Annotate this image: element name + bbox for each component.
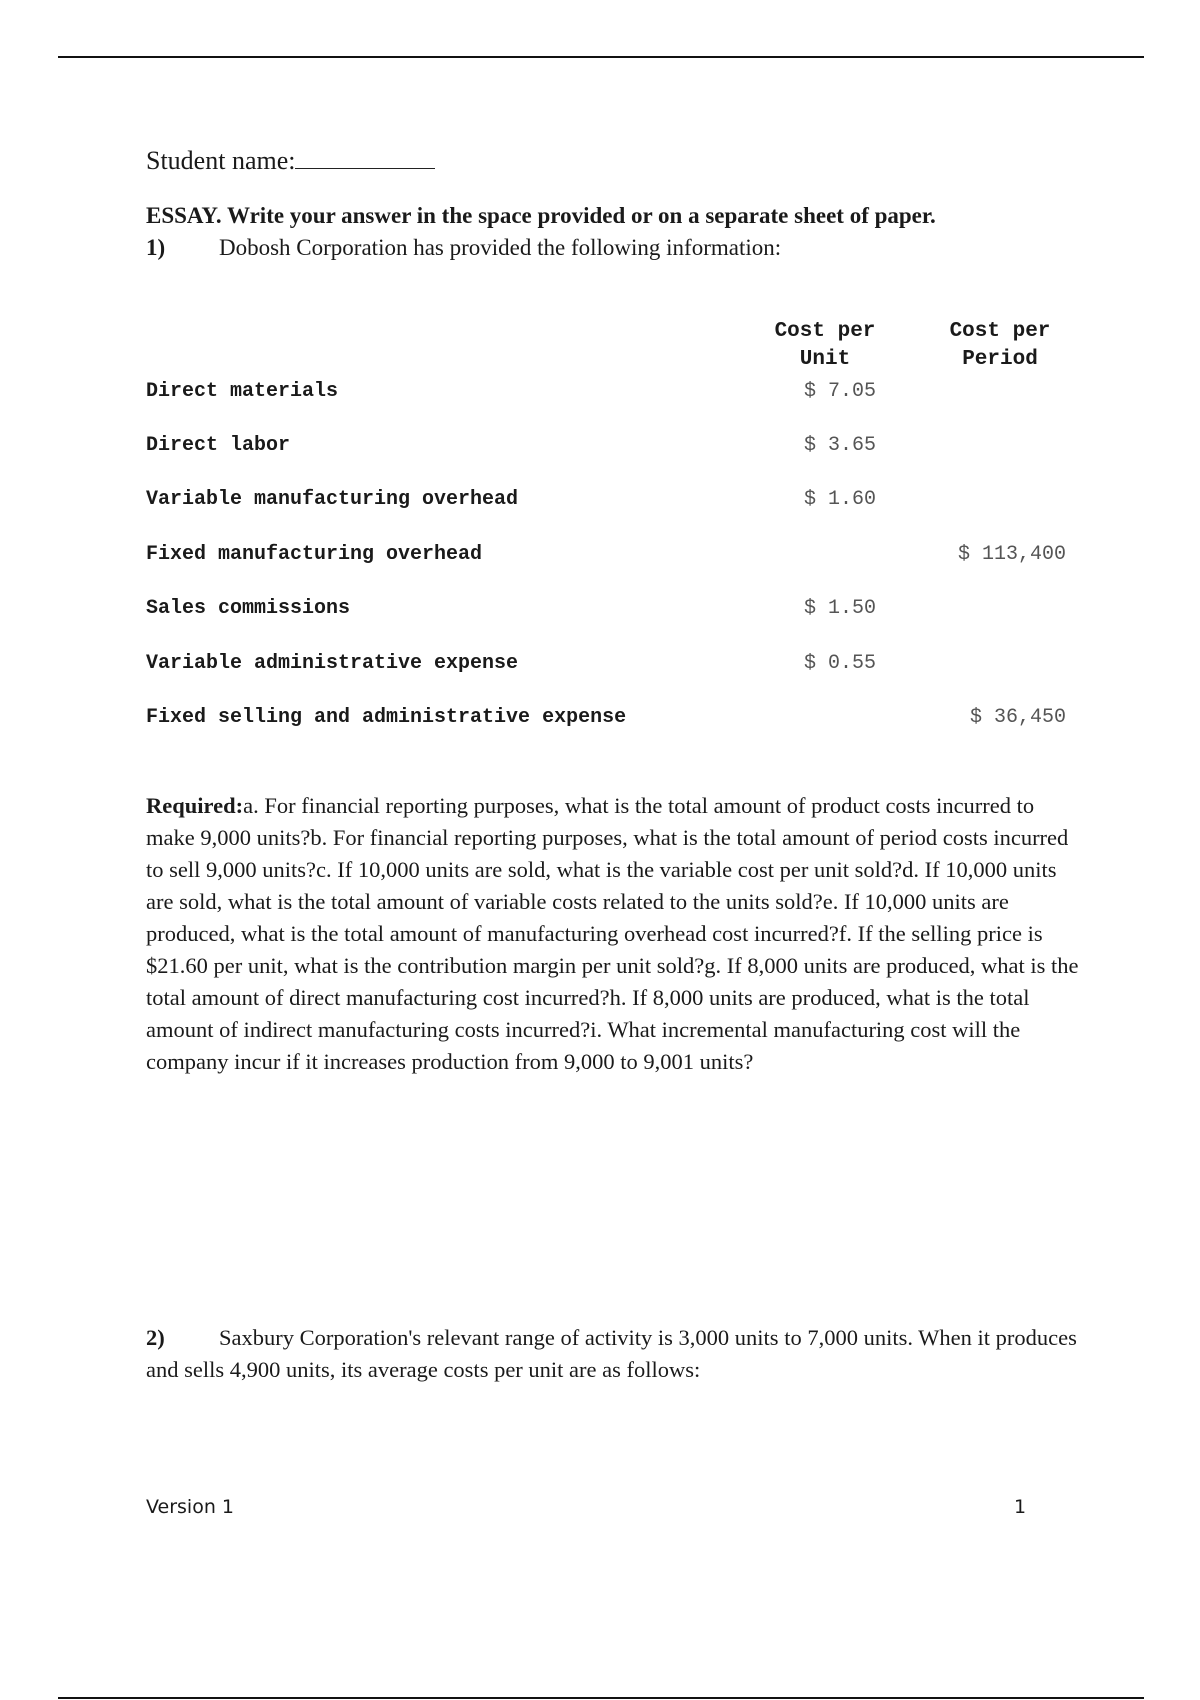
bottom-rule bbox=[58, 1697, 1144, 1699]
footer-version: Version 1 bbox=[146, 1496, 234, 1518]
row-label-fixed-selling-admin-expense: Fixed selling and administrative expense bbox=[146, 706, 627, 729]
question-2-text: Saxbury Corporation's relevant range of activity is 3,000 units to 7,000 units. When it produces and sells 4,900 units, its average costs per unit are as follows: bbox=[146, 1325, 1077, 1382]
section-title: ESSAY. Write your answer in the space provided or on a separate sheet of paper. bbox=[146, 203, 936, 228]
question-1-intro bbox=[146, 235, 781, 261]
row-unit-variable-mfg-overhead: $ 1.60 bbox=[803, 488, 876, 511]
question-1-number: 1) bbox=[146, 235, 166, 260]
question-1-text: Dobosh Corporation has provided the following information: bbox=[219, 235, 782, 260]
row-label-variable-mfg-overhead: Variable manufacturing overhead bbox=[146, 488, 519, 511]
footer-page-number: 1 bbox=[1014, 1496, 1027, 1518]
col-header-cost-per-period: Cost per Period bbox=[949, 320, 1051, 371]
student-name-label: Student name: bbox=[146, 146, 296, 175]
required-label: Required: bbox=[146, 793, 244, 818]
row-label-sales-commissions: Sales commissions bbox=[146, 597, 351, 620]
row-label-direct-materials: Direct materials bbox=[146, 380, 339, 403]
col-header-cost-per-unit: Cost per Unit bbox=[774, 320, 876, 371]
row-period-fixed-mfg-overhead: $ 113,400 bbox=[957, 543, 1066, 566]
top-rule bbox=[58, 56, 1144, 58]
student-name-blank[interactable] bbox=[295, 146, 435, 169]
row-unit-variable-admin-expense: $ 0.55 bbox=[803, 652, 876, 675]
question-1-required bbox=[146, 790, 1086, 1078]
student-name-line bbox=[146, 146, 435, 176]
row-label-direct-labor: Direct labor bbox=[146, 434, 291, 457]
row-label-fixed-mfg-overhead: Fixed manufacturing overhead bbox=[146, 543, 483, 566]
row-unit-sales-commissions: $ 1.50 bbox=[803, 597, 876, 620]
row-label-variable-admin-expense: Variable administrative expense bbox=[146, 652, 519, 675]
question-2 bbox=[146, 1322, 1086, 1386]
question-2-number: 2) bbox=[146, 1325, 165, 1350]
row-period-fixed-selling-admin-expense: $ 36,450 bbox=[969, 706, 1066, 729]
row-unit-direct-materials: $ 7.05 bbox=[803, 380, 876, 403]
required-text: a. For financial reporting purposes, what is the total amount of product costs incurred to make 9,000 units?b. For financial reporting purposes, what is the total amount of period costs incurred to sell 9,000 units?c. If 10,000 units are sold, what is the variable cost per unit sold?d. If 10,000 units are sold, what is the total amount of variable costs related to the units sold?e. If 10,000 units are produced, what is the total amount of manufacturing overhead cost incurred?f. If the selling price is $21.60 per unit, what is the contribution margin per unit sold?g. If 8,000 units are produced, what is the total amount of direct manufacturing cost incurred?h. If 8,000 units are produced, what is the total amount of indirect manufacturing costs incurred?i. What incremental manufacturing cost will the company incur if it increases production from 9,000 to 9,001 units? bbox=[146, 793, 1079, 1074]
row-unit-direct-labor: $ 3.65 bbox=[803, 434, 876, 457]
